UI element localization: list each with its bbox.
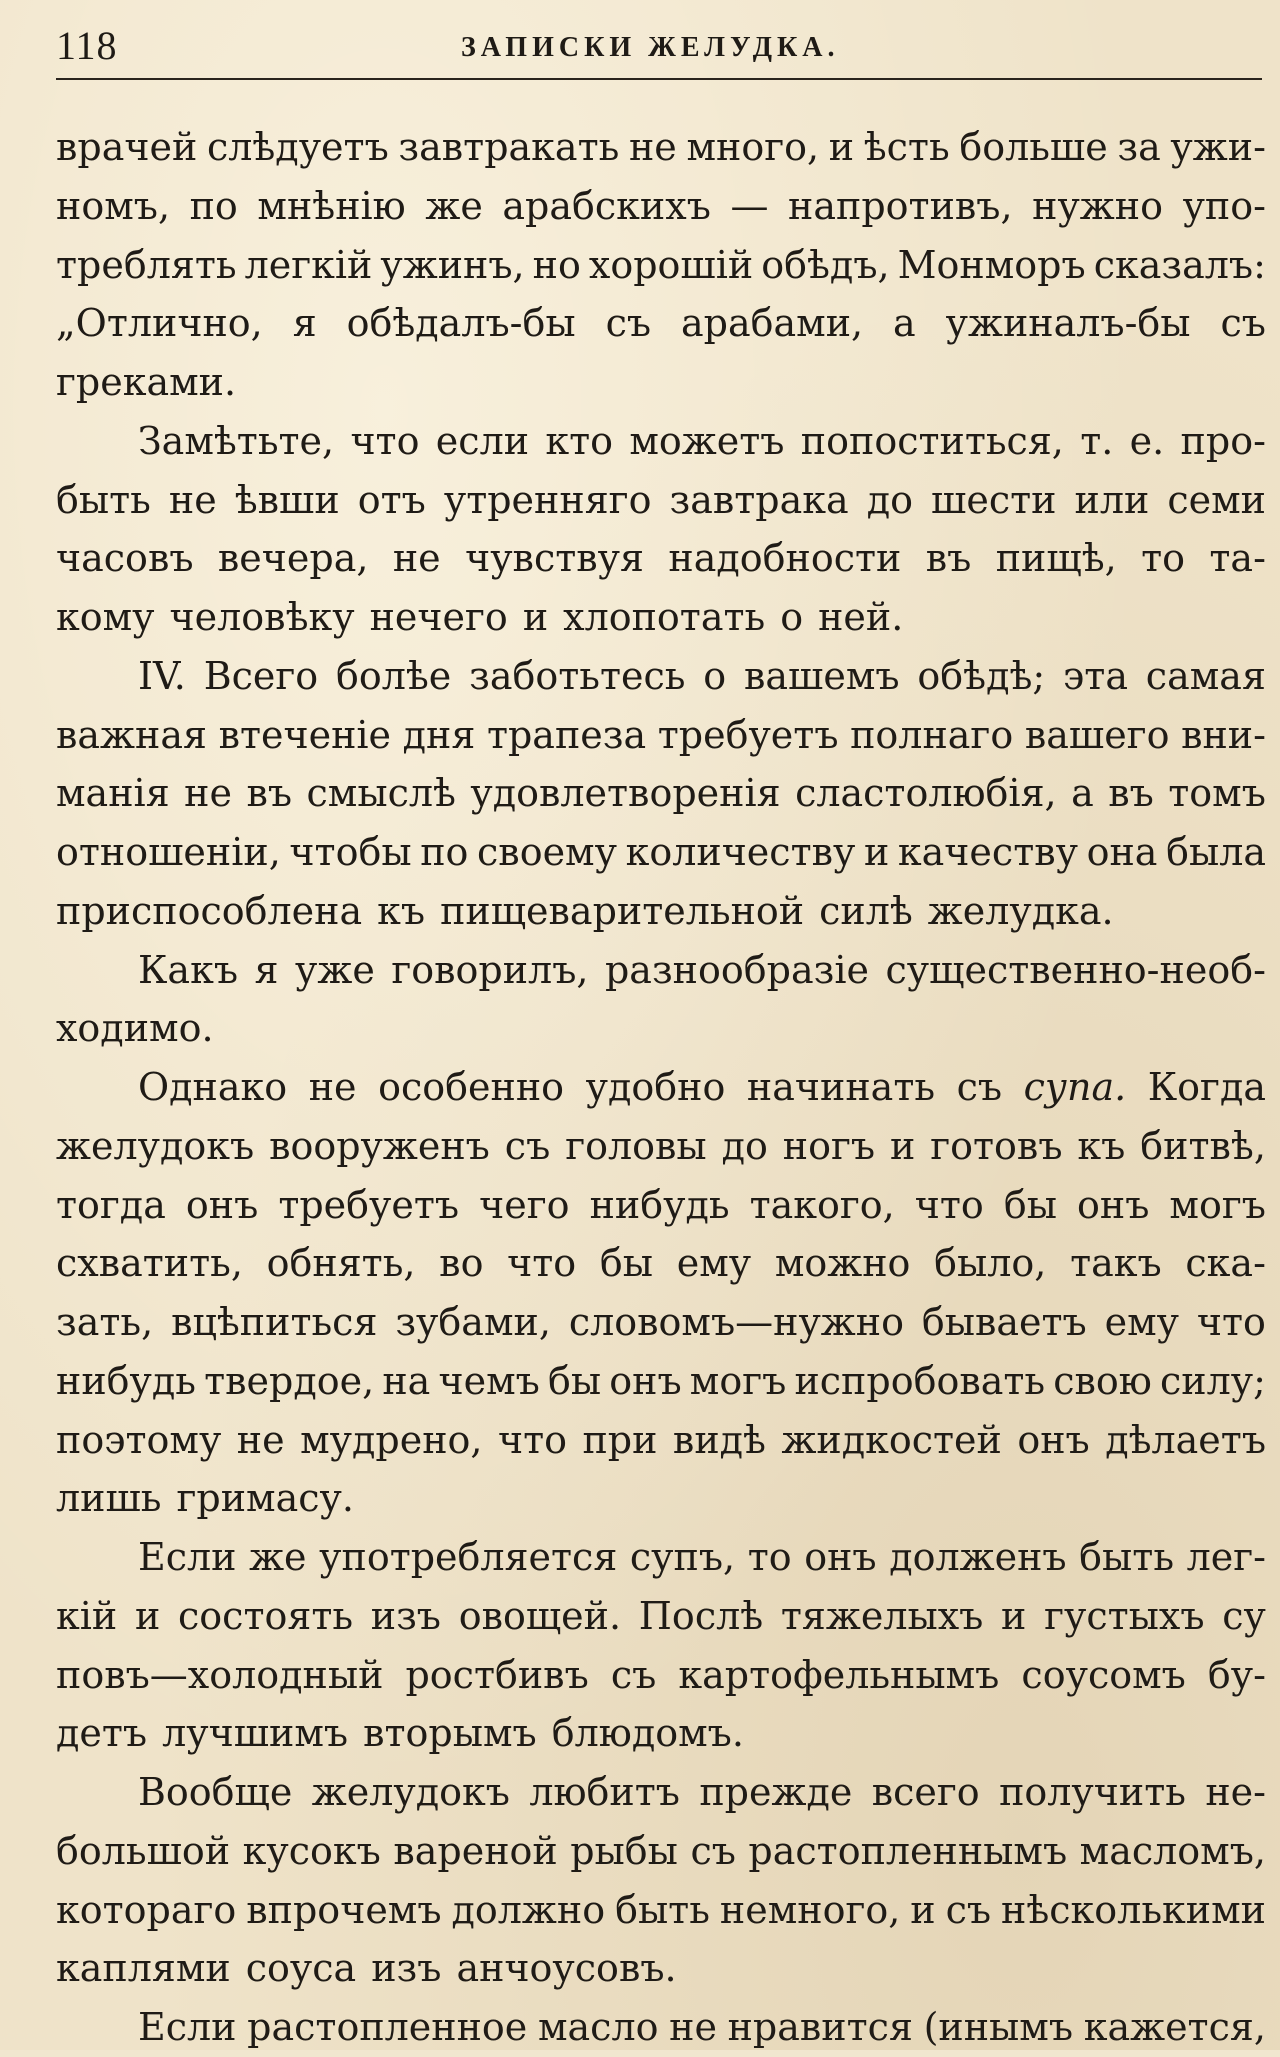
- word: существенно-необ-: [885, 947, 1266, 992]
- word: слѣдуетъ: [206, 125, 389, 169]
- word: чемъ: [438, 1358, 540, 1403]
- text-line: [56, 236, 1266, 295]
- word: что: [1196, 1300, 1266, 1344]
- text-line: [56, 1763, 1266, 1822]
- word: манія: [56, 771, 170, 816]
- page-header: [56, 18, 1266, 74]
- word: битвѣ,: [1140, 1123, 1266, 1168]
- word: лишь: [56, 1476, 162, 1521]
- word: свою: [1053, 1358, 1152, 1403]
- word: обѣдѣ;: [917, 653, 1046, 698]
- word: Всего: [203, 653, 319, 698]
- text-line: [56, 412, 1266, 471]
- word: нечего: [369, 595, 508, 639]
- text-line: [56, 1646, 1266, 1705]
- word: можетъ: [629, 418, 785, 463]
- word: онъ: [609, 1358, 682, 1403]
- word: же: [249, 1535, 307, 1579]
- word: бы: [547, 1358, 602, 1403]
- word: арабскихъ: [502, 183, 711, 228]
- word: напротивъ,: [788, 183, 1013, 228]
- word: ужи-: [1170, 125, 1266, 169]
- word: томъ: [1168, 771, 1266, 816]
- word: зать,: [56, 1300, 154, 1344]
- word: масломъ,: [1079, 1828, 1266, 1873]
- word: отъ: [357, 477, 426, 522]
- word: Если: [138, 2005, 237, 2049]
- text-line: [56, 1881, 1266, 1940]
- word: масло: [537, 2005, 659, 2049]
- word: хорошій: [588, 242, 754, 287]
- word: лучшимъ: [162, 1711, 349, 1756]
- word: вторымъ: [363, 1711, 537, 1756]
- word: завтрака: [669, 477, 849, 522]
- word: обнять,: [266, 1241, 416, 1286]
- word: требуетъ: [278, 1182, 460, 1227]
- word: упо-: [1182, 183, 1266, 228]
- word: а: [893, 301, 916, 346]
- word: е.: [1129, 418, 1165, 463]
- word: я: [254, 947, 279, 992]
- text-line: [56, 1411, 1266, 1470]
- word: съ: [956, 1065, 1003, 1109]
- word: —: [730, 183, 769, 228]
- word: ска-: [1185, 1241, 1266, 1286]
- word: ужиналъ-бы: [945, 301, 1191, 346]
- word: испробовать: [794, 1358, 1046, 1403]
- word: Если: [138, 1535, 237, 1579]
- word: картофельнымъ: [678, 1652, 1000, 1697]
- text-line: [56, 1939, 1266, 1998]
- word: что: [914, 1182, 984, 1227]
- word: ходимо.: [56, 1006, 214, 1051]
- text-line: [56, 941, 1266, 1000]
- header-rule: [56, 78, 1262, 80]
- word: смыслѣ: [306, 771, 456, 816]
- word: пищеварительной: [440, 888, 805, 933]
- word: соусомъ: [1021, 1652, 1186, 1697]
- word: онъ: [1017, 1417, 1090, 1462]
- word: за: [1117, 125, 1161, 169]
- word: и: [889, 1123, 916, 1168]
- word: такого,: [749, 1182, 895, 1227]
- word: качеству: [897, 830, 1078, 874]
- word: надобности: [668, 536, 902, 581]
- word: состоять: [178, 1593, 354, 1638]
- word: повъ—холодный: [56, 1652, 384, 1697]
- word: прежде: [699, 1770, 853, 1814]
- word: быть: [56, 477, 151, 522]
- word: каплями: [56, 1946, 231, 1991]
- word: количеству: [625, 830, 856, 874]
- word: ногъ: [782, 1123, 876, 1168]
- word: греками.: [56, 360, 237, 404]
- word: разнообразіе: [604, 947, 869, 992]
- text-line: [56, 1234, 1266, 1293]
- word: самая: [1145, 653, 1266, 698]
- word: и: [522, 595, 549, 639]
- word: своему: [477, 830, 617, 874]
- word: нравится: [727, 2005, 913, 2049]
- running-title: ЗАПИСКИ ЖЕЛУДКА.: [461, 32, 840, 63]
- word: трапеза: [486, 712, 647, 757]
- word: такъ: [1070, 1241, 1162, 1286]
- word: а: [1071, 771, 1094, 816]
- word: не: [628, 125, 677, 169]
- word: могъ: [1169, 1182, 1266, 1227]
- word: кусокъ: [242, 1828, 381, 1873]
- word: на: [382, 1358, 431, 1403]
- word: приспособлена: [56, 888, 363, 933]
- word: къ: [1077, 1123, 1126, 1168]
- word: кто: [545, 418, 614, 463]
- word: во: [439, 1241, 484, 1286]
- word: не: [184, 771, 232, 816]
- text-line: [56, 647, 1266, 706]
- word: при: [582, 1417, 658, 1462]
- word: густыхъ: [1044, 1593, 1205, 1638]
- word: нибудь: [589, 1182, 730, 1227]
- word: легкій: [244, 242, 373, 287]
- word: что: [507, 1241, 577, 1286]
- word: но: [532, 242, 581, 287]
- word: съ: [504, 1123, 551, 1168]
- word: ужинъ,: [380, 242, 525, 287]
- text-line: [56, 177, 1266, 236]
- word: тогда: [56, 1182, 166, 1227]
- word: ему: [676, 1241, 752, 1286]
- word: врачей: [56, 125, 198, 169]
- text-line: [56, 1998, 1266, 2057]
- text-line: [56, 118, 1266, 177]
- word: бы: [1003, 1182, 1057, 1227]
- word: и: [828, 125, 855, 169]
- word: было,: [934, 1241, 1047, 1286]
- word: о: [703, 653, 727, 698]
- text-line: [56, 882, 1266, 941]
- word: должно: [451, 1887, 606, 1932]
- text-line: [56, 1587, 1266, 1646]
- word: твердое,: [204, 1358, 375, 1403]
- text-line: [56, 1293, 1266, 1352]
- word: т.: [1080, 418, 1114, 463]
- word: силу;: [1160, 1358, 1266, 1403]
- text-line: [56, 1352, 1266, 1411]
- word: быть: [1079, 1535, 1175, 1579]
- word: попоститься,: [800, 418, 1064, 463]
- word: нѣсколькими: [1001, 1887, 1266, 1932]
- word: заботьтесь: [469, 653, 686, 698]
- word: человѣку: [169, 595, 355, 639]
- text-line: [56, 706, 1266, 765]
- word: Монморъ: [897, 242, 1086, 287]
- word: ему: [1104, 1300, 1180, 1344]
- text-line: [56, 1058, 1266, 1117]
- text-line: [56, 1704, 1266, 1763]
- word: рыбы: [570, 1828, 678, 1873]
- word: не: [392, 536, 441, 581]
- word: словомъ—нужно: [568, 1300, 904, 1344]
- text-line: [56, 529, 1266, 588]
- word: употребляется: [319, 1535, 618, 1579]
- word: треблять: [56, 242, 237, 287]
- word: что: [350, 418, 420, 463]
- word: по: [189, 183, 238, 228]
- word: дня: [402, 712, 476, 757]
- word: особенно: [378, 1065, 565, 1109]
- word: схватить,: [56, 1241, 243, 1286]
- word: детъ: [56, 1711, 148, 1756]
- word: поэтому: [56, 1417, 222, 1462]
- word: желудокъ: [311, 1770, 510, 1814]
- word: вашего: [1024, 712, 1170, 757]
- word: говорилъ,: [391, 947, 589, 992]
- word: силѣ: [819, 888, 913, 933]
- word: жидкостей: [781, 1417, 1002, 1462]
- word: Какъ: [138, 947, 238, 992]
- text-line: [56, 1117, 1266, 1176]
- word: начинать: [746, 1065, 936, 1109]
- word: мнѣнію: [257, 183, 406, 228]
- word: ѣвши: [234, 477, 340, 522]
- word: чувствуя: [465, 536, 644, 581]
- word: она: [1086, 830, 1158, 874]
- word: головы: [565, 1123, 707, 1168]
- word: про-: [1180, 418, 1266, 463]
- word: большой: [56, 1828, 231, 1873]
- word: уже: [295, 947, 375, 992]
- word: желудка.: [927, 888, 1114, 933]
- word: всего: [871, 1770, 980, 1814]
- word: мудрено,: [300, 1417, 483, 1462]
- text-line: [56, 353, 1266, 412]
- word: вцѣпиться: [171, 1300, 378, 1344]
- word: блюдомъ.: [551, 1711, 744, 1756]
- word: овощей.: [458, 1593, 622, 1638]
- word: Замѣтьте,: [138, 418, 335, 463]
- word: пищѣ,: [995, 536, 1117, 581]
- word: важная: [56, 712, 207, 757]
- word: и: [910, 1887, 936, 1932]
- word: семи: [1167, 477, 1266, 522]
- word: лег-: [1186, 1535, 1266, 1579]
- word: впрочемъ: [246, 1887, 442, 1932]
- word: (инымъ: [923, 2005, 1074, 2049]
- word: изъ: [370, 1593, 441, 1638]
- text-line: [56, 294, 1266, 353]
- word: анчоусовъ.: [456, 1946, 677, 1991]
- word: ней.: [818, 595, 904, 639]
- word: удобно: [585, 1065, 726, 1109]
- page-number: 118: [56, 23, 118, 68]
- word: зубами,: [395, 1300, 551, 1344]
- text-line: [56, 764, 1266, 823]
- word: долженъ: [889, 1535, 1067, 1579]
- word: вни-: [1181, 712, 1266, 757]
- word: по: [420, 830, 469, 874]
- word: не: [308, 1065, 357, 1109]
- word: растопленнымъ: [748, 1828, 1068, 1873]
- word: съ: [690, 1828, 736, 1873]
- word: нибудь: [56, 1358, 196, 1403]
- word: втеченіе: [218, 712, 392, 757]
- word: Послѣ: [638, 1593, 764, 1638]
- word: можно: [774, 1241, 911, 1286]
- word: до: [721, 1123, 768, 1168]
- body-text: [56, 118, 1266, 2057]
- word: чего: [479, 1182, 570, 1227]
- word: часовъ: [56, 536, 194, 581]
- text-line: [56, 999, 1266, 1058]
- word: съ: [945, 1887, 992, 1932]
- word: супа.: [1023, 1065, 1127, 1109]
- word: вечера,: [217, 536, 369, 581]
- word: была: [1166, 830, 1266, 874]
- word: ростбивъ: [405, 1652, 589, 1697]
- word: шести: [931, 477, 1057, 522]
- word: требуетъ: [657, 712, 839, 757]
- word: или: [1074, 477, 1150, 522]
- word: желудокъ: [56, 1123, 255, 1168]
- word: вашемъ: [743, 653, 900, 698]
- word: сластолюбія,: [795, 771, 1057, 816]
- word: онъ: [1077, 1182, 1150, 1227]
- word: вооруженъ: [269, 1123, 490, 1168]
- word: утренняго: [443, 477, 652, 522]
- word: я: [292, 301, 317, 346]
- word: тяжелыхъ: [780, 1593, 984, 1638]
- word: что: [497, 1417, 567, 1462]
- word: удовлетворенія: [470, 771, 781, 816]
- word: ѣсть: [863, 125, 950, 169]
- word: обѣдъ,: [761, 242, 890, 287]
- word: и: [863, 830, 890, 874]
- word: не-: [1205, 1770, 1266, 1814]
- word: соуса: [245, 1946, 357, 1991]
- word: онъ: [185, 1182, 259, 1227]
- text-line: [56, 823, 1266, 882]
- word: не: [236, 1417, 285, 1462]
- word: не: [168, 477, 217, 522]
- word: съ: [605, 301, 652, 346]
- word: къ: [377, 888, 426, 933]
- word: кажется,: [1083, 2005, 1266, 2049]
- word: растопленное: [247, 2005, 528, 2049]
- word: изъ: [371, 1946, 442, 1991]
- word: бы: [599, 1241, 654, 1286]
- word: супъ,: [629, 1535, 736, 1579]
- text-line: [56, 471, 1266, 530]
- word: и: [134, 1593, 161, 1638]
- word: же: [425, 183, 483, 228]
- word: то: [1141, 536, 1185, 581]
- word: кій: [56, 1593, 118, 1638]
- text-line: [56, 1469, 1266, 1528]
- word: чтобы: [289, 830, 412, 874]
- word: „Отлично,: [56, 301, 263, 346]
- word: нужно: [1032, 183, 1163, 228]
- word: сказалъ:: [1093, 242, 1266, 287]
- word: до: [866, 477, 913, 522]
- word: бываетъ: [921, 1300, 1087, 1344]
- word: много,: [686, 125, 820, 169]
- text-line: [56, 1528, 1266, 1587]
- word: больше: [959, 125, 1108, 169]
- word: съ: [1220, 301, 1266, 346]
- text-line: [56, 588, 1266, 647]
- word: въ: [246, 771, 293, 816]
- word: въ: [1108, 771, 1154, 816]
- word: хлопотать: [563, 595, 766, 639]
- word: получить: [999, 1770, 1186, 1814]
- word: немного,: [719, 1887, 901, 1932]
- word: видѣ: [672, 1417, 766, 1462]
- word: бу-: [1207, 1652, 1266, 1697]
- word: готовъ: [930, 1123, 1063, 1168]
- word: могъ: [689, 1358, 787, 1403]
- word: не: [669, 2005, 717, 2049]
- word: о: [780, 595, 804, 639]
- text-line: [56, 1822, 1266, 1881]
- word: су: [1222, 1593, 1266, 1638]
- word: если: [435, 418, 530, 463]
- word: и: [1001, 1593, 1027, 1638]
- word: съ: [610, 1652, 657, 1697]
- word: дѣлаетъ: [1105, 1417, 1266, 1462]
- word: Однако: [138, 1065, 288, 1109]
- word: онъ: [804, 1535, 877, 1579]
- word: въ: [925, 536, 972, 581]
- word: IV.: [138, 653, 186, 698]
- word: арабами,: [680, 301, 864, 346]
- word: полнаго: [850, 712, 1014, 757]
- text-line: [56, 1176, 1266, 1235]
- word: гримасу.: [176, 1476, 354, 1521]
- word: Вообще: [138, 1770, 293, 1814]
- word: кому: [56, 595, 155, 639]
- word: завтракать: [398, 125, 620, 169]
- word: вареной: [393, 1828, 558, 1873]
- word: эта: [1063, 653, 1128, 698]
- word: номъ,: [56, 183, 171, 228]
- word: то: [747, 1535, 792, 1579]
- word: болѣе: [336, 653, 452, 698]
- word: обѣдалъ-бы: [346, 301, 576, 346]
- word: та-: [1209, 536, 1266, 581]
- word: любитъ: [529, 1770, 680, 1814]
- word: быть: [615, 1887, 710, 1932]
- word: Когда: [1147, 1065, 1266, 1109]
- word: котораго: [56, 1887, 237, 1932]
- word: отношеніи,: [56, 830, 281, 874]
